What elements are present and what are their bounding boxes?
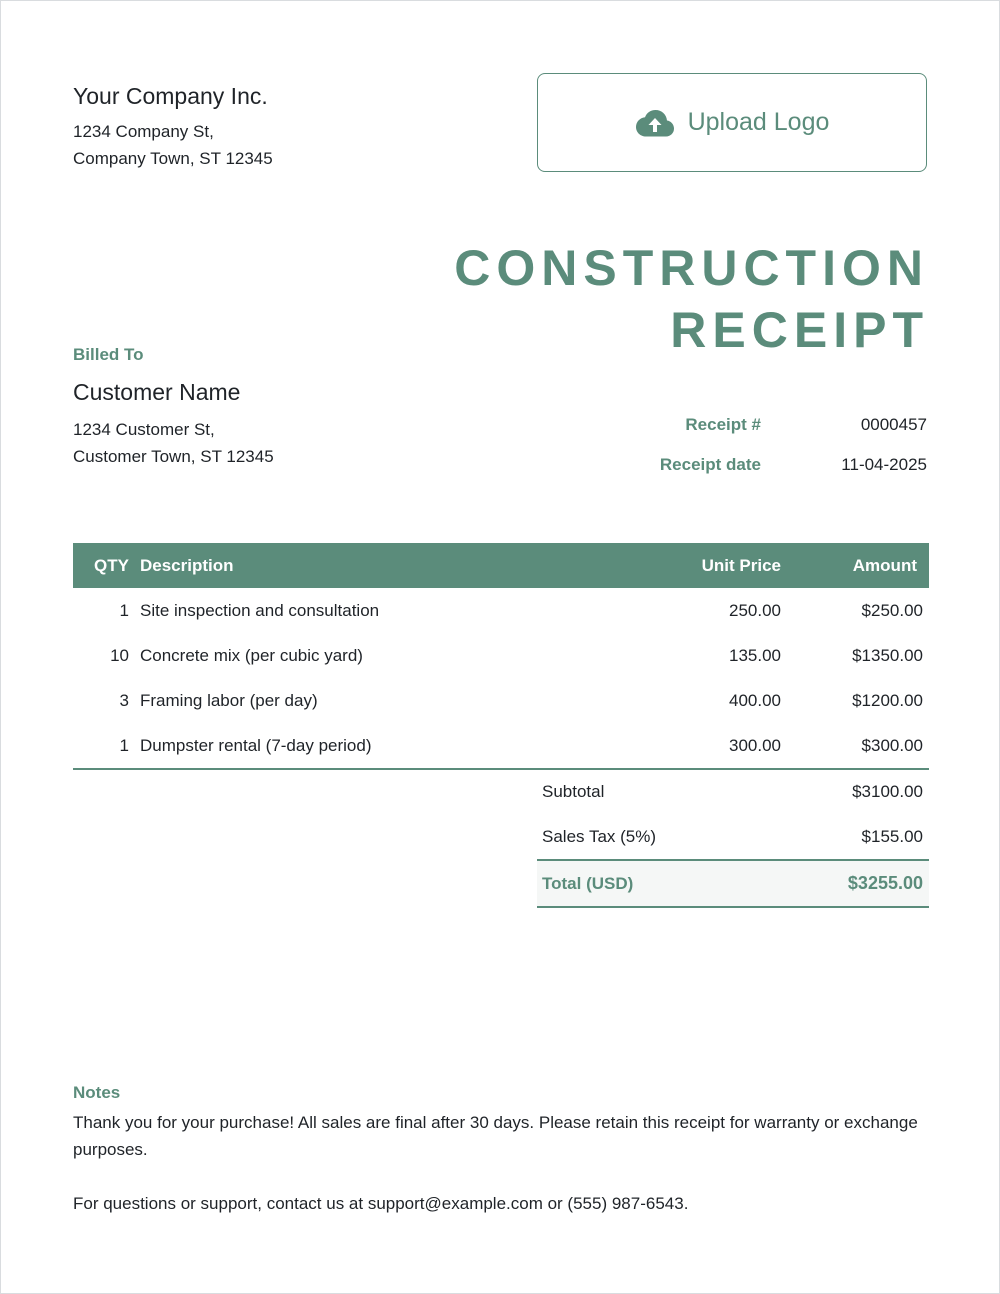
- receipt-date-label: Receipt date: [659, 455, 761, 474]
- table-header-row: [73, 543, 929, 588]
- row-amount: $1350.00: [852, 645, 923, 665]
- upload-logo-label: Upload Logo: [687, 108, 830, 136]
- notes-text-1: Thank you for your purchase! All sales are final after 30 days. Please retain this receipt for warranty or exchange purposes.: [73, 1113, 918, 1159]
- row-description: Site inspection and consultation: [140, 600, 380, 620]
- tax-value: $155.00: [861, 826, 923, 846]
- receipt-date-row: [561, 445, 927, 485]
- tax-row: [537, 814, 929, 860]
- row-unit-price: 400.00: [729, 690, 781, 710]
- subtotal-label: Subtotal: [542, 781, 605, 801]
- title-line1: CONSTRUCTION: [454, 240, 929, 296]
- row-unit-price: 250.00: [729, 600, 781, 620]
- table-row: [73, 633, 929, 678]
- company-name: Your Company Inc.: [73, 83, 268, 109]
- receipt-number-row: [561, 405, 927, 445]
- notes-block: [73, 1083, 933, 1217]
- company-address-line2: Company Town, ST 12345: [73, 149, 273, 168]
- row-qty: 3: [119, 690, 129, 710]
- receipt-meta: [561, 405, 927, 485]
- customer-name: Customer Name: [73, 379, 241, 405]
- receipt-number-label: Receipt #: [685, 415, 761, 434]
- row-description: Dumpster rental (7-day period): [133, 723, 641, 769]
- company-address: [73, 118, 273, 172]
- customer-address: [73, 416, 274, 470]
- billed-to-block: [73, 345, 274, 470]
- receipt-date-value: 11-04-2025: [841, 455, 927, 474]
- total-label: Total (USD): [537, 860, 770, 907]
- table-row: [73, 588, 929, 633]
- header-description: Description: [140, 555, 234, 575]
- header-amount: Amount: [852, 555, 917, 575]
- row-unit-price: 300.00: [641, 723, 797, 769]
- total-row: [537, 860, 929, 907]
- billed-to-label: Billed To: [73, 345, 144, 364]
- cloud-upload-icon: [635, 108, 675, 138]
- header-qty: QTY: [94, 555, 129, 575]
- customer-address-line2: Customer Town, ST 12345: [73, 447, 274, 466]
- row-description: Concrete mix (per cubic yard): [140, 645, 363, 665]
- notes-label: Notes: [73, 1083, 121, 1102]
- subtotal-value: $3100.00: [852, 781, 923, 801]
- row-qty: 1: [73, 723, 133, 769]
- table-row: [73, 723, 929, 769]
- row-qty: 10: [110, 645, 129, 665]
- upload-logo-button[interactable]: [537, 73, 927, 172]
- subtotal-row: [537, 769, 929, 814]
- notes-text-2: For questions or support, contact us at support@example.com or (555) 987-6543.: [73, 1194, 689, 1213]
- row-amount: $300.00: [797, 723, 929, 769]
- row-unit-price: 135.00: [729, 645, 781, 665]
- receipt-number-value: 0000457: [860, 415, 927, 434]
- company-address-line1: 1234 Company St,: [73, 122, 214, 141]
- row-description: Framing labor (per day): [140, 690, 318, 710]
- title-line2: RECEIPT: [670, 302, 929, 358]
- table-row: [73, 678, 929, 723]
- row-amount: $1200.00: [852, 690, 923, 710]
- row-amount: $250.00: [861, 600, 923, 620]
- totals-table: [537, 769, 929, 908]
- line-items-table: [73, 543, 929, 770]
- company-block: [73, 81, 273, 172]
- header-unit-price: Unit Price: [701, 555, 781, 575]
- row-qty: 1: [119, 600, 129, 620]
- total-value: $3255.00: [770, 860, 929, 907]
- receipt-title: [454, 237, 929, 361]
- customer-address-line1: 1234 Customer St,: [73, 420, 215, 439]
- tax-label: Sales Tax (5%): [542, 826, 657, 846]
